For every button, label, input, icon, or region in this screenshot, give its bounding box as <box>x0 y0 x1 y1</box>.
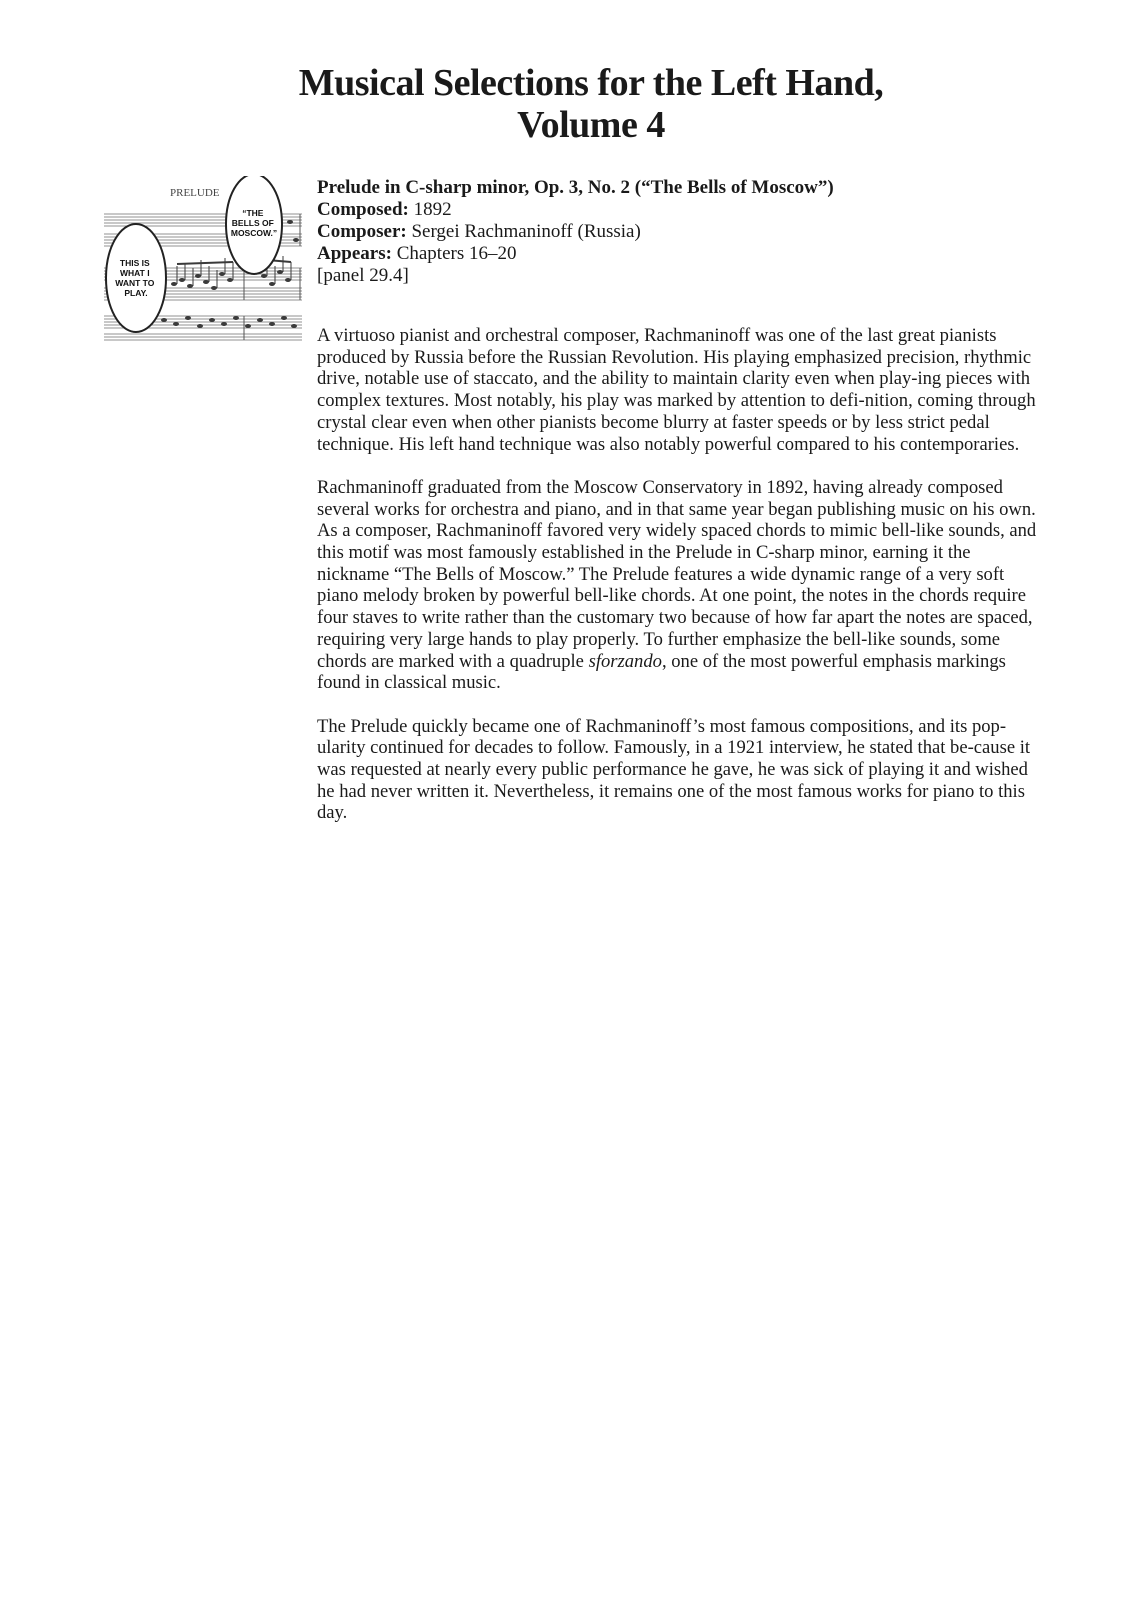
appears-row <box>317 243 1037 265</box>
selection-name: Prelude in C-sharp minor, Op. 3, No. 2 (“The Bells of Moscow”) <box>317 177 834 198</box>
article-body <box>317 325 1039 846</box>
paragraph-3: The Prelude quickly became one of Rachmaninoff’s most famous compositions, and its pop-ularity continued for decades to follow. Famously, in a 1921 interview, he stated that be-cause it was requested at nearly every public performance he gave, he was sick of playing it and wished he had never written it. Nevertheless, it remains one of the most famous works for piano to this day. <box>317 715 1031 824</box>
bubble-right-line-1: “THE <box>242 208 264 218</box>
page-title <box>0 62 1124 146</box>
paragraph-2-text-b: , one of the most powerful emphasis markings found in classical music. <box>317 650 1006 694</box>
composed-value: 1892 <box>413 199 452 220</box>
composer-value: Sergei Rachmaninoff (Russia) <box>411 221 641 242</box>
panel-reference: [panel 29.4] <box>317 265 409 286</box>
title-line-2: Volume 4 <box>517 104 665 146</box>
selection-details <box>317 177 1037 287</box>
paragraph-2 <box>317 477 1039 694</box>
bubble-left-line-4: PLAY. <box>124 288 148 298</box>
paragraph-2-text-a: Rachmaninoff graduated from the Moscow Conservatory in 1892, having already composed several works for orchestra and piano, and in that same year began publishing music on his own. As a composer, Rachmaninoff favored very widely spaced chords to mimic bell-like sounds, and this motif was most famously established in the Prelude in C-sharp minor, earning it the nickname “The Bells of Moscow.” The Prelude features a wide dynamic range of a very soft piano melody broken by powerful bell-like chords. At one point, the notes in the chords require four staves to write rather than the customary two because of how far apart the notes are spaced, requiring very large hands to play properly. To further emphasize the bell-like sounds, some chords are marked with a quadruple <box>317 476 1037 672</box>
prelude-heading: PRELUDE <box>170 187 220 199</box>
speech-bubble-left <box>106 224 166 332</box>
composed-row <box>317 199 1037 221</box>
composer-label: Composer: <box>317 221 407 242</box>
speech-bubble-right <box>226 176 282 274</box>
manga-panel-thumbnail <box>104 176 302 342</box>
bubble-left-line-3: WANT TO <box>115 278 155 288</box>
sforzando-term: sforzando <box>588 650 662 672</box>
appears-label: Appears: <box>317 243 392 264</box>
appears-value: Chapters 16–20 <box>396 243 517 264</box>
composer-row <box>317 221 1037 243</box>
bubble-right-line-2: BELLS OF <box>231 218 274 228</box>
bubble-right-line-3: MOSCOW.” <box>230 228 278 238</box>
composed-label: Composed: <box>317 199 409 220</box>
title-line-1: Musical Selections for the Left Hand, <box>298 62 884 104</box>
bubble-left-line-2: WHAT I <box>120 268 150 278</box>
paragraph-1: A virtuoso pianist and orchestral composer, Rachmaninoff was one of the last great pianists produced by Russia before the Russian Revolution. His playing emphasized precision, rhythmic drive, notable use of staccato, and the ability to maintain clarity even when play-ing pieces with complex textures. Most notably, his play was marked by attention to defi-nition, coming through crystal clear even when other pianists become blurry at faster speeds or by less strict pedal technique. His left hand technique was also notably powerful compared to his contemporaries. <box>317 325 1036 455</box>
bubble-left-line-1: THIS IS <box>119 258 150 268</box>
